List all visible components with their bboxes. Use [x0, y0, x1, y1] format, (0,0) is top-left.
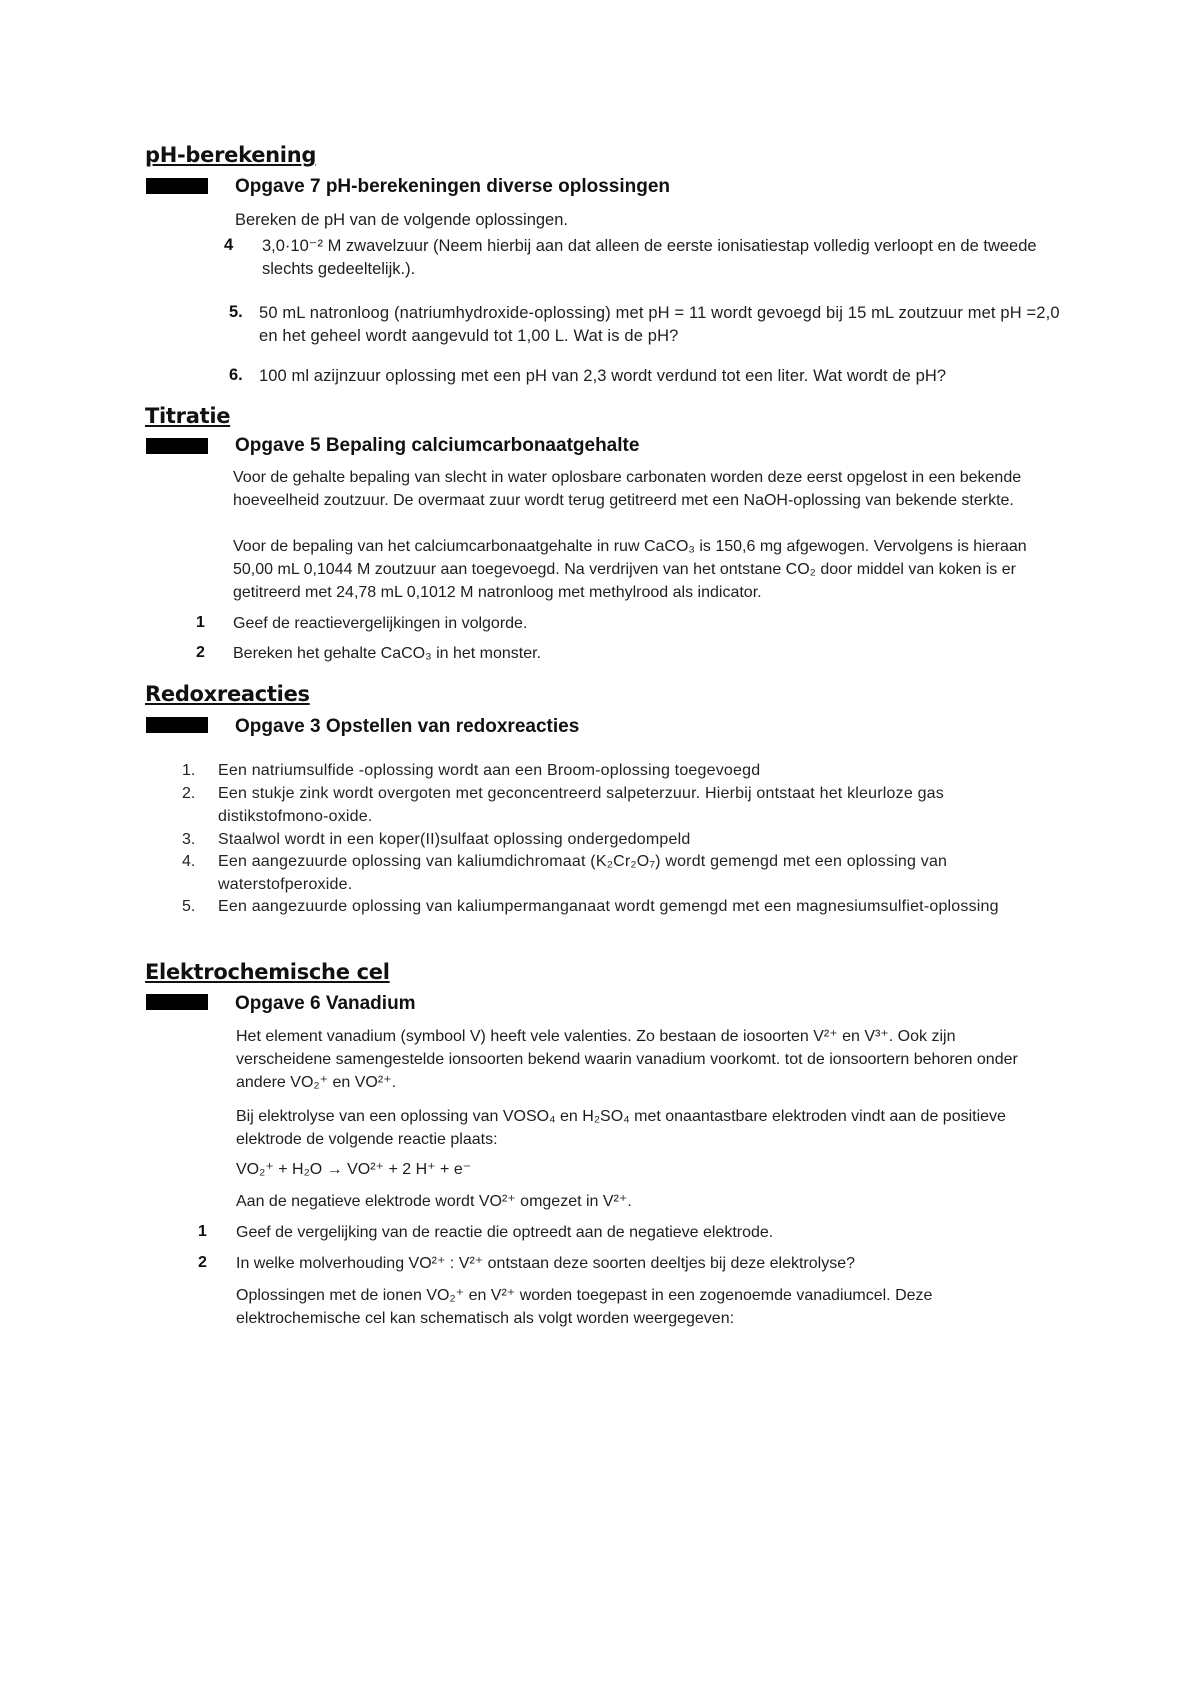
list-item: Een stukje zink wordt overgoten met geconcentreerd salpeterzuur. Hierbij ontstaat het kleurloze gas distikstofmono-oxide. — [218, 785, 944, 825]
redaction-bar — [146, 438, 208, 454]
question-text: 50 mL natronloog (natriumhydroxide-oplossing) met pH = 11 wordt gevoegd bij 15 mL zoutzuur met pH =2,0 en het geheel wordt aangevuld tot 1,00 L. Wat is de pH? — [259, 304, 1060, 345]
reaction-equation: VO₂⁺ + H₂O → VO²⁺ + 2 H⁺ + e⁻ — [236, 1161, 472, 1178]
question-text: 100 ml azijnzuur oplossing met een pH van 2,3 wordt verdund tot een liter. Wat wordt de pH? — [259, 367, 947, 385]
titratie-paragraph: Voor de gehalte bepaling van slecht in water oplosbare carbonaten worden deze eerst opgelost in een bekende hoeveelheid zoutzuur. De overmaat zuur wordt terug getitreerd met een NaOH-oplossing van bekende sterkte. — [233, 469, 1022, 509]
heading-elektrochemische-cel: Elektrochemische cel — [145, 960, 390, 984]
question-number: 4 — [224, 236, 234, 254]
opgave-5-title: Opgave 5 Bepaling calciumcarbonaatgehalte — [235, 435, 640, 456]
question-text: Bereken het gehalte CaCO₃ in het monster. — [233, 645, 542, 662]
question-number: 1 — [196, 614, 205, 631]
question-number: 1 — [198, 1223, 207, 1240]
list-item-number: 3. — [182, 831, 196, 848]
question-number: 2 — [196, 644, 205, 661]
vanadium-paragraph: Bij elektrolyse van een oplossing van VOSO₄ en H₂SO₄ met onaantastbare elektroden vindt aan de positieve elektrode de volgende reactie plaats: — [236, 1108, 1006, 1148]
opgave-3-title: Opgave 3 Opstellen van redoxreacties — [235, 716, 580, 737]
opgave-7-intro: Bereken de pH van de volgende oplossingen. — [235, 211, 568, 229]
heading-titratie: Titratie — [145, 404, 231, 428]
opgave-6-title: Opgave 6 Vanadium — [235, 993, 416, 1014]
list-item: Een aangezuurde oplossing van kaliumdichromaat (K₂Cr₂O₇) wordt gemengd met een oplossing van waterstofperoxide. — [218, 853, 948, 893]
heading-ph-berekening: pH-berekening — [145, 143, 317, 167]
vanadium-paragraph: Aan de negatieve elektrode wordt VO²⁺ omgezet in V²⁺. — [236, 1193, 632, 1210]
question-text: 3,0·10⁻² M zwavelzuur (Neem hierbij aan dat alleen de eerste ionisatiestap volledig verloopt en de tweede slechts gedeeltelijk.). — [262, 237, 1037, 278]
question-number: 2 — [198, 1254, 207, 1271]
redaction-bar — [146, 994, 208, 1010]
heading-redoxreacties: Redoxreacties — [145, 682, 310, 706]
question-number: 5. — [229, 303, 243, 321]
titratie-paragraph: Voor de bepaling van het calciumcarbonaatgehalte in ruw CaCO₃ is 150,6 mg afgewogen. Vervolgens is hieraan 50,00 mL 0,1044 M zoutzuur aan toegevoegd. Na verdrijven van het ontstane CO₂ door middel van koken is er getitreerd met 24,78 mL 0,1012 M natronloog met methylrood als indicator. — [233, 538, 1027, 601]
question-text: In welke molverhouding VO²⁺ : V²⁺ ontstaan deze soorten deeltjes bij deze elektrolyse? — [236, 1255, 855, 1272]
list-item-number: 4. — [182, 853, 196, 870]
list-item-number: 2. — [182, 785, 196, 802]
opgave-7-title: Opgave 7 pH-berekeningen diverse oplossingen — [235, 176, 671, 197]
question-text: Geef de vergelijking van de reactie die optreedt aan de negatieve elektrode. — [236, 1224, 774, 1241]
redaction-bar — [146, 717, 208, 733]
list-item: Een natriumsulfide -oplossing wordt aan een Broom-oplossing toegevoegd — [218, 762, 761, 779]
list-item-number: 5. — [182, 898, 196, 915]
list-item: Een aangezuurde oplossing van kaliumpermanganaat wordt gemengd met een magnesiumsulfiet-oplossing — [218, 898, 999, 915]
question-number: 6. — [229, 366, 243, 384]
question-text: Geef de reactievergelijkingen in volgorde. — [233, 615, 528, 632]
vanadium-paragraph: Oplossingen met de ionen VO₂⁺ en V²⁺ worden toegepast in een zogenoemde vanadiumcel. Deze elektrochemische cel kan schematisch als volgt worden weergegeven: — [236, 1287, 933, 1327]
vanadium-paragraph: Het element vanadium (symbool V) heeft vele valenties. Zo bestaan de iosoorten V²⁺ en V³⁺. Ook zijn verscheidene samengestelde ionsoorten bekend waarin vanadium voorkomt. tot de ionsoortern behoren onder andere VO₂⁺ en VO²⁺. — [236, 1028, 1018, 1091]
redaction-bar — [146, 178, 208, 194]
list-item-number: 1. — [182, 762, 196, 779]
list-item: Staalwol wordt in een koper(II)sulfaat oplossing ondergedompeld — [218, 831, 691, 848]
